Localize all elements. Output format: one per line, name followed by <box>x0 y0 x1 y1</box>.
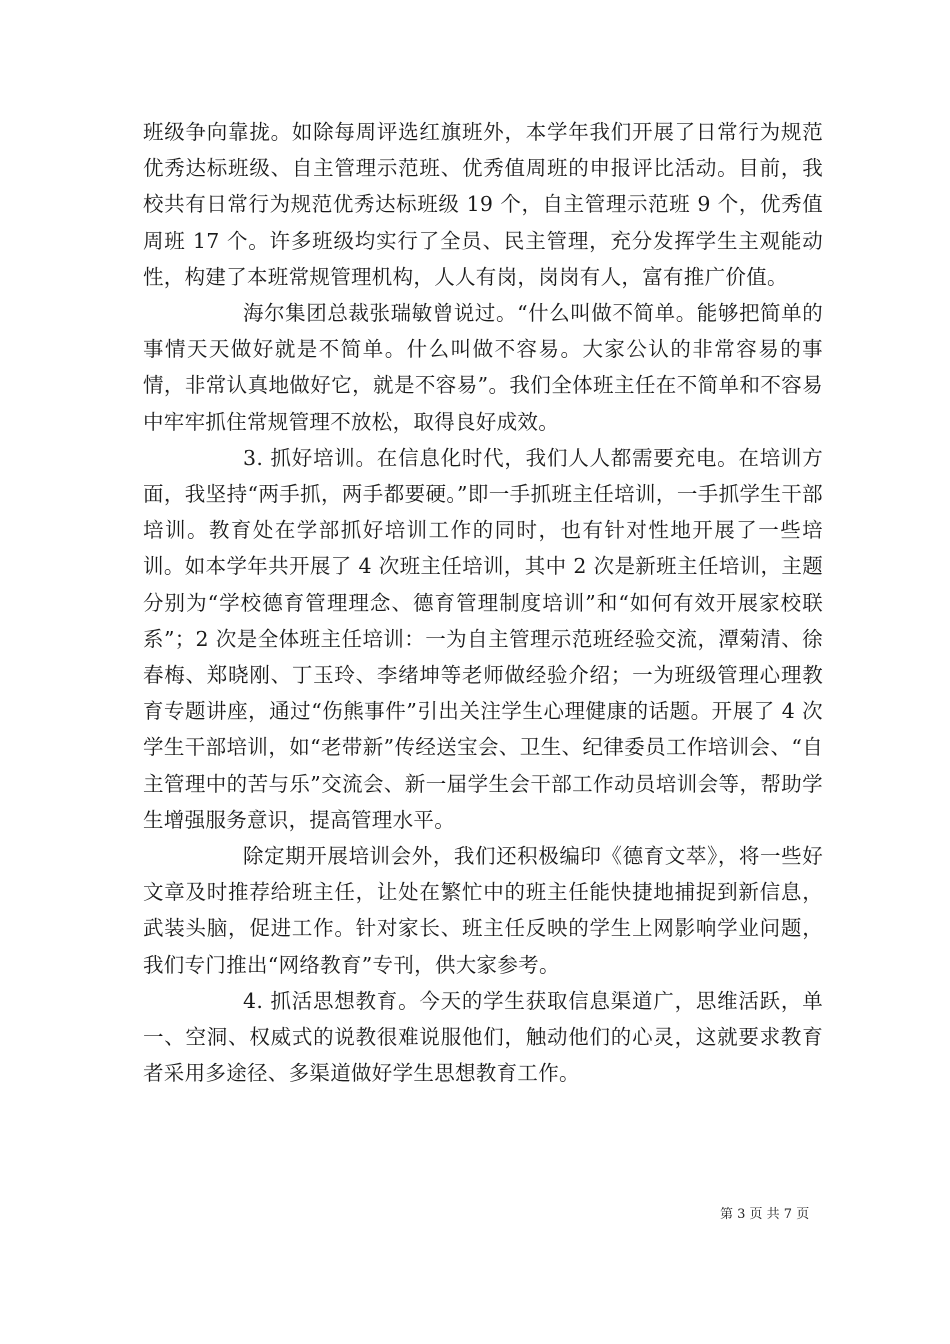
paragraph-ideological-education: 4. 抓活思想教育。今天的学生获取信息渠道广，思维活跃，单一、空洞、权威式的说教很难说服他们，触动他们的心灵，这就要求教育者采用多途径、多渠道做好学生思想教育工作。 <box>143 988 823 1086</box>
paragraph-moral-digest: 除定期开展培训会外，我们还积极编印《德育文萃》，将一些好文章及时推荐给班主任，让处在繁忙中的班主任能快捷地捕捉到新信息，武装头脑，促进工作。针对家长、班主任反映的学生上网影响学业问题，我们专门推出“网络教育”专刊，供大家参考。 <box>143 844 823 977</box>
page-body <box>143 114 823 1091</box>
paragraph-training: 3. 抓好培训。在信息化时代，我们人人都需要充电。在培训方面，我坚持“两手抓，两手都要硬。”即一手抓班主任培训，一手抓学生干部培训。教育处在学部抓好培训工作的同时，也有针对性地开展了一些培训。如本学年共开展了 4 次班主任培训，其中 2 次是新班主任培训，主题分别为“学校德育管理理念、德育管理制度培训”和“如何有效开展家校联系”；2 次是全体班主任培训：一为自主管理示范班经验交流，潭菊清、徐春梅、郑晓刚、丁玉玲、李绪坤等老师做经验介绍；一为班级管理心理教育专题讲座，通过“伤熊事件”引出关注学生心理健康的话题。开展了 4 次学生干部培训，如“老带新”传经送宝会、卫生、纪律委员工作培训会、“自主管理中的苦与乐”交流会、新一届学生会干部工作动员培训会等，帮助学生增强服务意识，提高管理水平。 <box>143 445 823 832</box>
paragraph-haier-quote: 海尔集团总裁张瑞敏曾说过。“什么叫做不简单。能够把简单的事情天天做好就是不简单。什么叫做不容易。大家公认的非常容易的事情，非常认真地做好它，就是不容易”。我们全体班主任在不简单和不容易中牢牢抓住常规管理不放松，取得良好成效。 <box>143 301 823 434</box>
paragraph-class-evaluation: 班级争向靠拢。如除每周评选红旗班外，本学年我们开展了日常行为规范优秀达标班级、自主管理示范班、优秀值周班的申报评比活动。目前，我校共有日常行为规范优秀达标班级 19 个，自主管理示范班 9 个，优秀值周班 17 个。许多班级均实行了全员、民主管理，充分发挥学生主观能动性，构建了本班常规管理机构，人人有岗，岗岗有人，富有推广价值。 <box>143 120 823 289</box>
page-number-footer: 第 3 页 共 7 页 <box>720 1207 810 1222</box>
